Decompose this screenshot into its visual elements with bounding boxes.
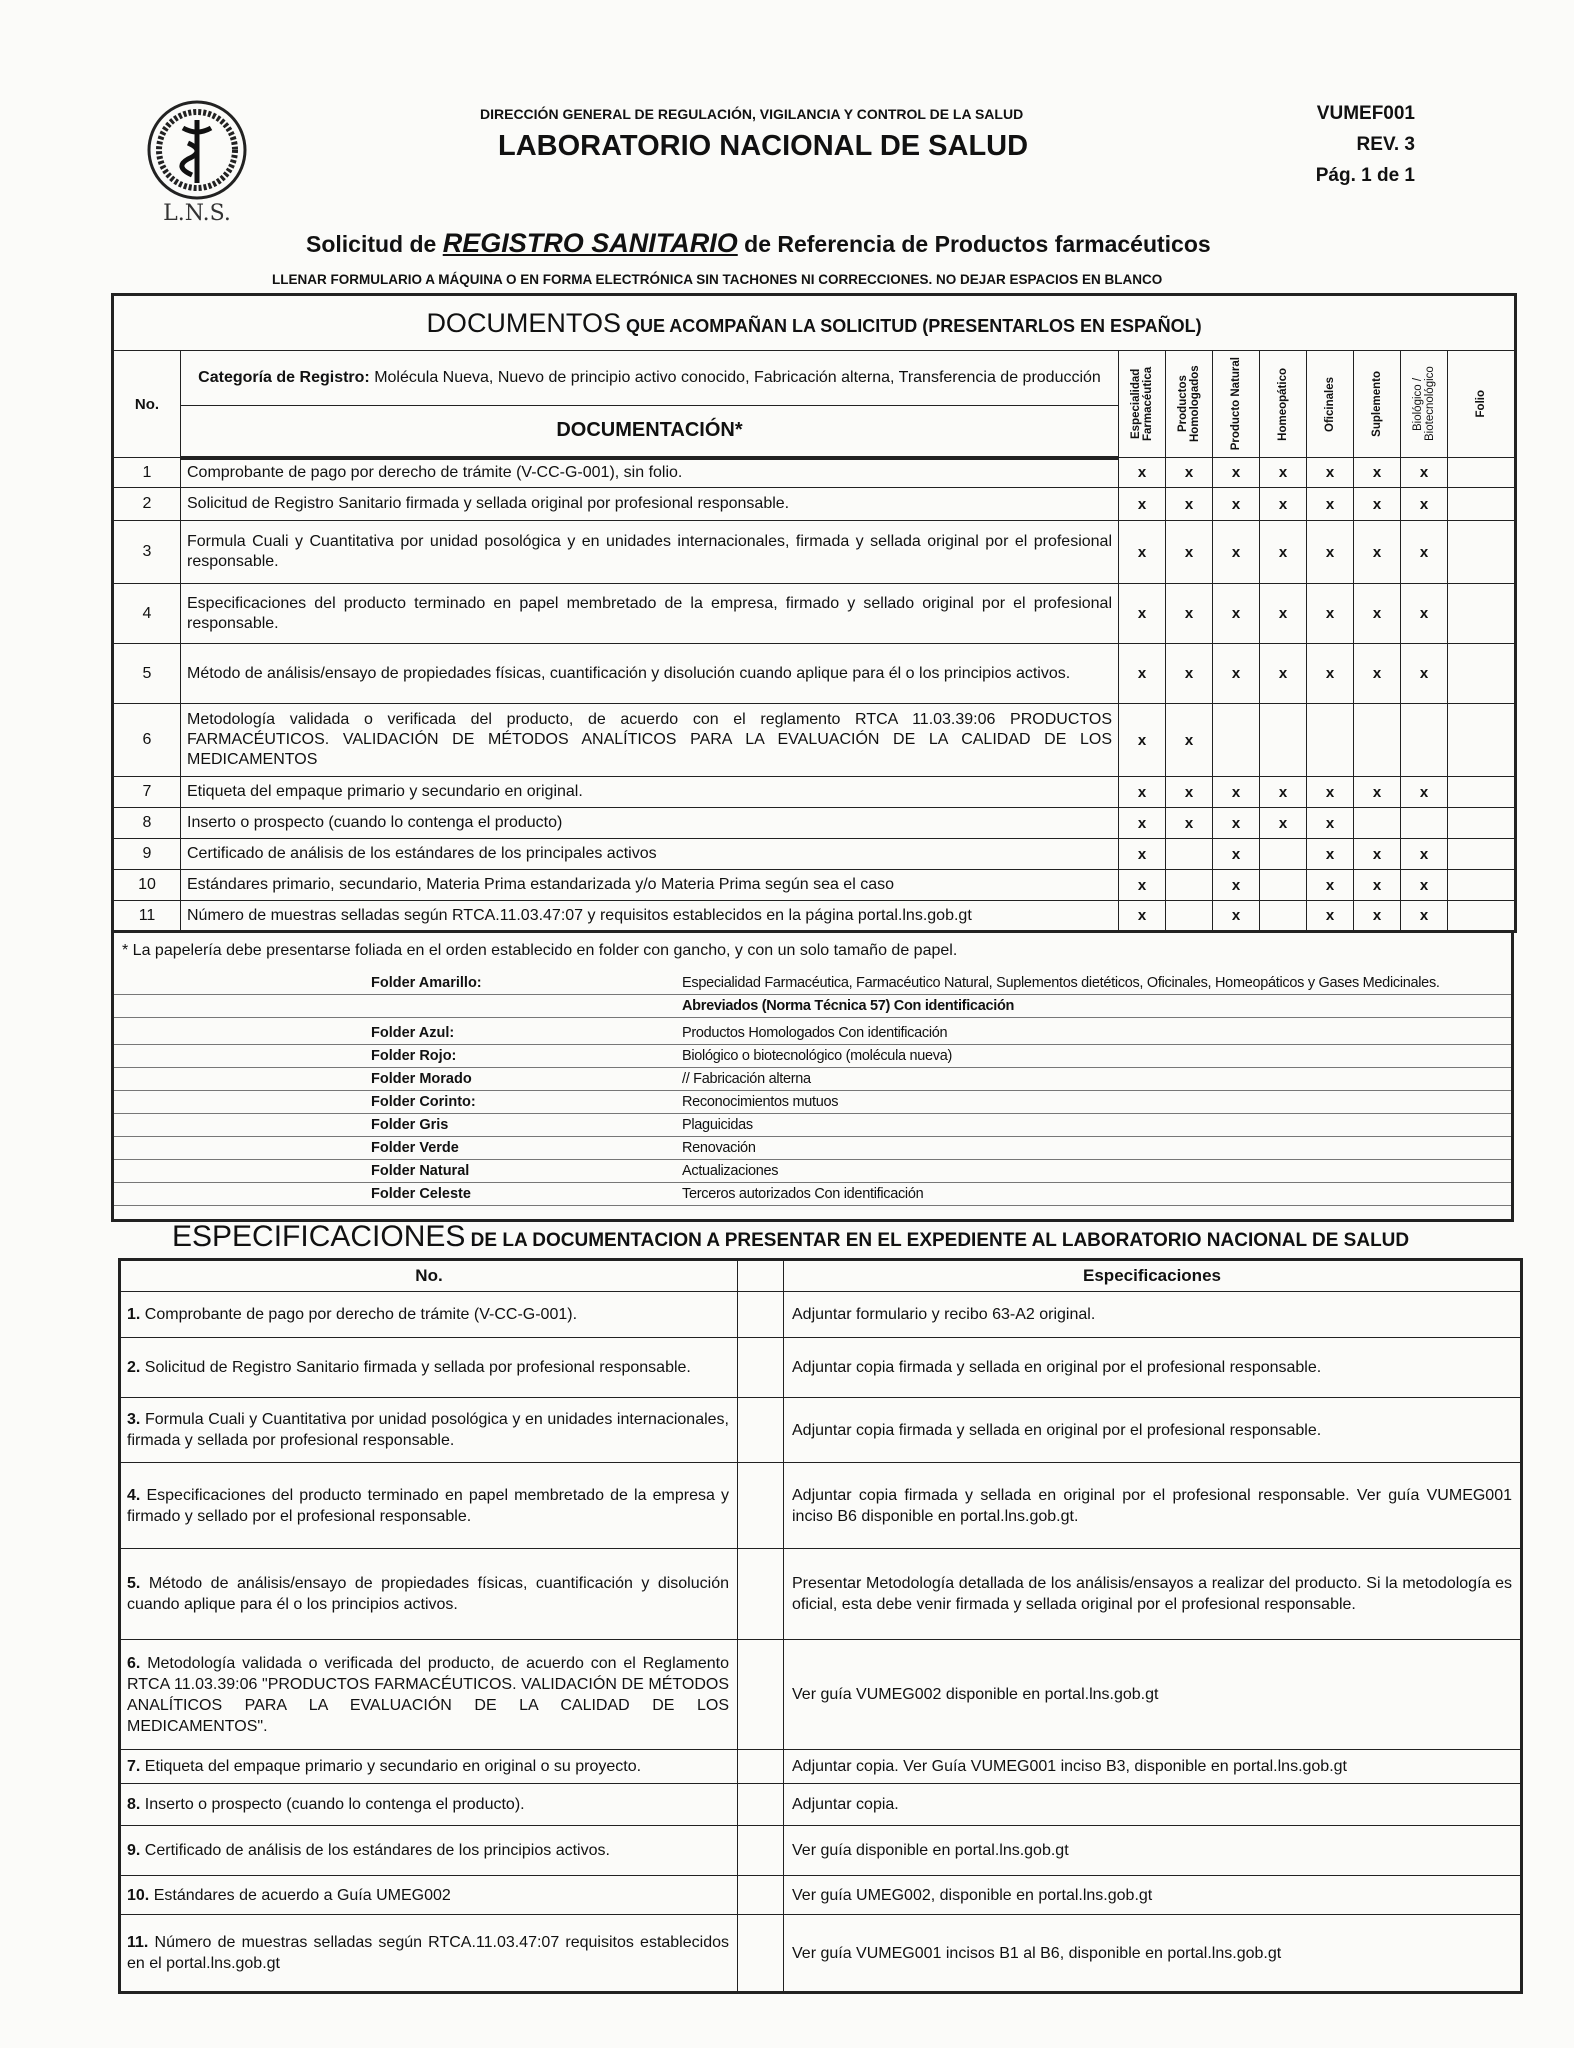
spec-document: Inserto o prospecto (cuando lo contenga el producto). [144, 1796, 525, 1813]
spec-number: 9. [127, 1842, 141, 1859]
spec-check-cell[interactable] [738, 1549, 784, 1640]
check-mark[interactable]: x [1354, 644, 1401, 704]
check-mark[interactable]: x [1213, 458, 1260, 488]
check-mark[interactable]: x [1401, 839, 1448, 870]
foliation-note: * La papelería debe presentarse foliada en el orden establecido en folder con gancho, y con un solo tamaño de papel. [122, 942, 958, 959]
check-mark[interactable]: x [1213, 584, 1260, 644]
check-mark[interactable]: x [1354, 488, 1401, 521]
spec-row [120, 1915, 1522, 1993]
check-mark[interactable]: x [1307, 777, 1354, 808]
spec-row [120, 1640, 1522, 1750]
spec-number: 6. [127, 1654, 141, 1672]
spec-check-cell[interactable] [738, 1826, 784, 1876]
spec-check-cell[interactable] [738, 1750, 784, 1784]
documents-title-big: DOCUMENTOS [426, 307, 621, 338]
folder-value: // Fabricación alterna [682, 1071, 811, 1087]
spec-document: Formula Cuali y Cuantitativa por unidad posológica y en unidades internacionales, firmada y sellada por profesional responsable. [127, 1411, 729, 1449]
check-mark[interactable]: x [1166, 488, 1213, 521]
instructions: LLENAR FORMULARIO A MÁQUINA O EN FORMA ELECTRÓNICA SIN TACHONES NI CORRECCIONES. NO DEJAR ESPACIOS EN BLANCO [272, 272, 1163, 287]
row-document: Metodología validada o verificada del producto, de acuerdo con el reglamento RTCA 11.03.39:06 PRODUCTOS FARMACÉUTICOS. VALIDACIÓN DE MÉTODOS ANALÍTICOS PARA LA EVALUACIÓN DE LA CALIDAD DE LOS MEDICAMENTOS [181, 704, 1119, 777]
spec-check-cell[interactable] [738, 1292, 784, 1338]
document-row [113, 644, 1516, 704]
check-mark[interactable] [1401, 808, 1448, 839]
col-homologados: Productos Homologados [1177, 365, 1201, 443]
spec-number: 7. [127, 1758, 141, 1775]
lab-name: LABORATORIO NACIONAL DE SALUD [498, 130, 1029, 162]
folder-label: Folder Celeste [371, 1186, 471, 1202]
spec-document: Metodología validada o verificada del producto, de acuerdo con el Reglamento RTCA 11.03.39:06 "PRODUCTOS FARMACÉUTICOS. VALIDACIÓN DE MÉTODOS ANALÍTICOS PARA LA EVALUACIÓN DE LA CALIDAD DE LOS MEDICAMENTOS". [127, 1654, 729, 1735]
check-mark[interactable] [1213, 704, 1260, 777]
row-document: Certificado de análisis de los estándares de los principales activos [181, 839, 1119, 870]
check-mark[interactable] [1166, 839, 1213, 870]
folder-value: Terceros autorizados Con identificación [682, 1186, 924, 1202]
spec-check-cell[interactable] [738, 1784, 784, 1826]
row-document: Etiqueta del empaque primario y secundario en original. [181, 777, 1119, 808]
check-mark[interactable] [1260, 839, 1307, 870]
documents-title [113, 295, 1516, 351]
document-row [113, 704, 1516, 777]
spec-requirement: Adjuntar copia firmada y sellada en original por el profesional responsable. [784, 1398, 1522, 1463]
folder-value: Plaguicidas [682, 1117, 753, 1133]
check-mark[interactable] [1260, 870, 1307, 901]
row-number: 4 [113, 584, 181, 644]
folio-cell[interactable] [1448, 644, 1516, 704]
check-mark[interactable]: x [1213, 808, 1260, 839]
check-mark[interactable]: x [1307, 808, 1354, 839]
check-mark[interactable]: x [1119, 488, 1166, 521]
check-mark[interactable]: x [1307, 901, 1354, 932]
document-row [113, 839, 1516, 870]
check-mark[interactable] [1307, 704, 1354, 777]
check-mark[interactable]: x [1401, 521, 1448, 584]
spec-item [120, 1640, 738, 1750]
check-mark[interactable]: x [1213, 644, 1260, 704]
check-mark[interactable]: x [1401, 777, 1448, 808]
spec-item [120, 1826, 738, 1876]
check-mark[interactable]: x [1401, 870, 1448, 901]
folder-label: Folder Azul: [371, 1025, 455, 1041]
check-mark[interactable]: x [1119, 644, 1166, 704]
document-row [113, 808, 1516, 839]
document-row [113, 521, 1516, 584]
spec-check-cell[interactable] [738, 1398, 784, 1463]
check-mark[interactable]: x [1213, 521, 1260, 584]
folder-row [114, 1068, 1511, 1091]
check-mark[interactable]: x [1166, 777, 1213, 808]
check-mark[interactable]: x [1166, 521, 1213, 584]
folder-label: Folder Natural [371, 1163, 470, 1179]
spec-item [120, 1549, 738, 1640]
col-suplemento: Suplemento [1371, 371, 1383, 437]
check-mark[interactable]: x [1119, 584, 1166, 644]
spec-number: 10. [127, 1886, 150, 1904]
folder-label: Folder Corinto: [371, 1094, 476, 1110]
check-mark[interactable]: x [1260, 644, 1307, 704]
spec-number: 8. [127, 1796, 141, 1813]
spec-item [120, 1338, 738, 1398]
document-row [113, 901, 1516, 932]
check-mark[interactable]: x [1213, 488, 1260, 521]
folder-row [114, 1137, 1511, 1160]
documents-table [111, 293, 1517, 933]
check-mark[interactable]: x [1307, 488, 1354, 521]
check-mark[interactable]: x [1166, 458, 1213, 488]
spec-row [120, 1784, 1522, 1826]
spec-requirement: Ver guía VUMEG001 incisos B1 al B6, disponible en portal.lns.gob.gt [784, 1915, 1522, 1993]
check-mark[interactable]: x [1260, 458, 1307, 488]
folio-cell[interactable] [1448, 458, 1516, 488]
spec-requirement: Ver guía UMEG002, disponible en portal.lns.gob.gt [784, 1876, 1522, 1915]
category [181, 351, 1119, 406]
check-mark[interactable]: x [1401, 901, 1448, 932]
row-document: Formula Cuali y Cuantitativa por unidad posológica y en unidades internacionales, firmada y sellada original por el profesional responsable. [181, 521, 1119, 584]
spec-number: 1. [127, 1306, 141, 1323]
folder-row [114, 1183, 1511, 1206]
spec-number: 2. [127, 1359, 141, 1376]
spec-col-no: No. [120, 1260, 738, 1292]
spec-title-big: ESPECIFICACIONES [172, 1220, 466, 1253]
check-mark[interactable]: x [1119, 704, 1166, 777]
spec-document: Certificado de análisis de los estándares de los principios activos. [144, 1842, 610, 1859]
check-mark[interactable]: x [1401, 458, 1448, 488]
spec-check-cell[interactable] [738, 1338, 784, 1398]
spec-document: Método de análisis/ensayo de propiedades físicas, cuantificación y disolución cuando aplique para él o los principios activos. [127, 1575, 729, 1613]
row-number: 9 [113, 839, 181, 870]
spec-item [120, 1750, 738, 1784]
col-natural: Producto Natural [1230, 357, 1242, 451]
spec-row [120, 1826, 1522, 1876]
check-mark[interactable]: x [1307, 870, 1354, 901]
check-mark[interactable] [1401, 704, 1448, 777]
check-mark[interactable]: x [1401, 488, 1448, 521]
folio-cell[interactable] [1448, 808, 1516, 839]
document-row [113, 584, 1516, 644]
spec-row [120, 1398, 1522, 1463]
check-mark[interactable]: x [1166, 644, 1213, 704]
lns-seal-logo [138, 98, 256, 223]
check-mark[interactable] [1260, 901, 1307, 932]
col-no: No. [113, 351, 181, 458]
document-row [113, 870, 1516, 901]
spec-check-cell[interactable] [738, 1915, 784, 1993]
check-mark[interactable]: x [1260, 521, 1307, 584]
check-mark[interactable] [1166, 870, 1213, 901]
spec-col-spec: Especificaciones [784, 1260, 1522, 1292]
document-row [113, 777, 1516, 808]
row-number: 1 [113, 458, 181, 488]
check-mark[interactable]: x [1401, 644, 1448, 704]
col-homeopatico: Homeopático [1277, 367, 1289, 441]
col-especialidad: Especialidad Farmacéutica [1130, 366, 1154, 442]
folio-cell[interactable] [1448, 488, 1516, 521]
folder-value: Abreviados (Norma Técnica 57) Con identificación [682, 998, 1015, 1014]
check-mark[interactable]: x [1307, 839, 1354, 870]
folder-label: Folder Gris [371, 1117, 449, 1133]
check-mark[interactable]: x [1354, 521, 1401, 584]
spec-requirement: Adjuntar copia firmada y sellada en original por el profesional responsable. [784, 1338, 1522, 1398]
spec-title-rest: DE LA DOCUMENTACION A PRESENTAR EN EL EXPEDIENTE AL LABORATORIO NACIONAL DE SALUD [465, 1230, 1410, 1251]
svg-text:L.N.S.: L.N.S. [163, 201, 231, 223]
folder-value: Reconocimientos mutuos [682, 1094, 839, 1110]
check-mark[interactable]: x [1166, 808, 1213, 839]
spec-title [172, 1220, 1409, 1254]
title-emphasis: REGISTRO SANITARIO [442, 228, 738, 258]
check-mark[interactable]: x [1260, 488, 1307, 521]
folio-cell[interactable] [1448, 901, 1516, 932]
spec-number: 4. [127, 1486, 141, 1504]
check-mark[interactable]: x [1260, 777, 1307, 808]
check-mark[interactable]: x [1213, 870, 1260, 901]
category-label: Categoría de Registro: [198, 369, 370, 386]
spec-check-cell[interactable] [738, 1876, 784, 1915]
check-mark[interactable]: x [1119, 777, 1166, 808]
folder-value: Renovación [682, 1140, 756, 1156]
check-mark[interactable]: x [1260, 808, 1307, 839]
spec-number: 5. [127, 1575, 141, 1592]
folder-value: Especialidad Farmacéutica, Farmacéutico Natural, Suplementos dietéticos, Oficinales, Homeopáticos y Gases Medicinales. [682, 975, 1440, 991]
check-mark[interactable]: x [1354, 901, 1401, 932]
spec-requirement: Adjuntar formulario y recibo 63-A2 original. [784, 1292, 1522, 1338]
check-mark[interactable]: x [1213, 901, 1260, 932]
row-document: Inserto o prospecto (cuando lo contenga el producto) [181, 808, 1119, 839]
folio-cell[interactable] [1448, 870, 1516, 901]
spec-item [120, 1784, 738, 1826]
form-title [306, 228, 1211, 259]
folder-notes [111, 932, 1514, 1222]
spec-row [120, 1549, 1522, 1640]
spec-row [120, 1750, 1522, 1784]
folder-row [114, 1022, 1511, 1045]
spec-row [120, 1463, 1522, 1549]
folder-row [114, 1091, 1511, 1114]
row-number: 2 [113, 488, 181, 521]
row-number: 6 [113, 704, 181, 777]
spec-item [120, 1398, 738, 1463]
page-number: Pág. 1 de 1 [1315, 165, 1415, 186]
check-mark[interactable]: x [1213, 839, 1260, 870]
check-mark[interactable]: x [1401, 584, 1448, 644]
check-mark[interactable]: x [1354, 839, 1401, 870]
folder-label: Folder Verde [371, 1140, 459, 1156]
check-mark[interactable]: x [1307, 458, 1354, 488]
check-mark[interactable] [1166, 901, 1213, 932]
folder-label: Folder Morado [371, 1071, 472, 1087]
check-mark[interactable]: x [1307, 521, 1354, 584]
check-mark[interactable] [1260, 704, 1307, 777]
spec-document: Estándares de acuerdo a Guía UMEG002 [153, 1886, 451, 1904]
folder-row [114, 1114, 1511, 1137]
check-mark[interactable]: x [1354, 458, 1401, 488]
document-code [1300, 98, 1415, 191]
category-value: Molécula Nueva, Nuevo de principio activo conocido, Fabricación alterna, Transferencia de producción [369, 369, 1101, 386]
folder-label: Folder Amarillo: [371, 975, 482, 991]
folio-cell[interactable] [1448, 777, 1516, 808]
folder-row [114, 995, 1511, 1018]
spec-number: 11. [127, 1934, 149, 1951]
row-number: 7 [113, 777, 181, 808]
row-document: Número de muestras selladas según RTCA.11.03.47:07 y requisitos establecidos en la página portal.lns.gob.gt [181, 901, 1119, 932]
spec-number: 3. [127, 1411, 141, 1428]
spec-document: Comprobante de pago por derecho de trámite (V-CC-G-001). [144, 1306, 578, 1323]
spec-requirement: Ver guía disponible en portal.lns.gob.gt [784, 1826, 1522, 1876]
form-code: VUMEF001 [1316, 103, 1415, 124]
row-number: 11 [113, 901, 181, 932]
folder-row [114, 972, 1511, 995]
spec-requirement: Adjuntar copia firmada y sellada en original por el profesional responsable. Ver guía VUMEG001 inciso B6 disponible en portal.lns.gob.gt. [784, 1463, 1522, 1549]
spec-row [120, 1292, 1522, 1338]
title-post: de Referencia de Productos farmacéuticos [737, 231, 1211, 257]
check-mark[interactable]: x [1213, 777, 1260, 808]
spec-item [120, 1292, 738, 1338]
col-biologico: Biológico / Biotecnológico [1412, 366, 1436, 442]
specifications-table [118, 1258, 1523, 1994]
check-mark[interactable]: x [1119, 901, 1166, 932]
row-document: Método de análisis/ensayo de propiedades físicas, cuantificación y disolución cuando aplique para él o los principios activos. [181, 644, 1119, 704]
folder-label: Folder Rojo: [371, 1048, 457, 1064]
check-mark[interactable]: x [1354, 870, 1401, 901]
folder-value: Biológico o biotecnológico (molécula nueva) [682, 1048, 953, 1064]
documentation-heading: DOCUMENTACIÓN* [181, 406, 1119, 458]
spec-document: Número de muestras selladas según RTCA.11.03.47:07 requisitos establecidos en el portal.lns.gob.gt [127, 1934, 729, 1972]
spec-row [120, 1338, 1522, 1398]
check-mark[interactable]: x [1119, 839, 1166, 870]
col-oficinales: Oficinales [1324, 376, 1336, 432]
folio-cell[interactable] [1448, 704, 1516, 777]
document-row [113, 458, 1516, 488]
folder-value: Productos Homologados Con identificación [682, 1025, 948, 1041]
col-folio: Folio [1475, 390, 1488, 418]
check-mark[interactable]: x [1354, 777, 1401, 808]
documents-title-rest: QUE ACOMPAÑAN LA SOLICITUD (PRESENTARLOS EN ESPAÑOL) [620, 315, 1202, 336]
folio-cell[interactable] [1448, 839, 1516, 870]
row-document: Comprobante de pago por derecho de trámite (V-CC-G-001), sin folio. [181, 458, 1119, 488]
check-mark[interactable]: x [1166, 704, 1213, 777]
spec-document: Etiqueta del empaque primario y secundario en original o su proyecto. [144, 1758, 642, 1775]
spec-item [120, 1915, 738, 1993]
spec-item [120, 1463, 738, 1549]
row-document: Solicitud de Registro Sanitario firmada y sellada original por profesional responsable. [181, 488, 1119, 521]
check-mark[interactable]: x [1354, 584, 1401, 644]
spec-document: Solicitud de Registro Sanitario firmada y sellada por profesional responsable. [144, 1359, 691, 1376]
row-number: 8 [113, 808, 181, 839]
check-mark[interactable]: x [1307, 644, 1354, 704]
check-mark[interactable]: x [1307, 584, 1354, 644]
folio-cell[interactable] [1448, 521, 1516, 584]
spec-requirement: Adjuntar copia. Ver Guía VUMEG001 inciso B3, disponible en portal.lns.gob.gt [784, 1750, 1522, 1784]
row-document: Estándares primario, secundario, Materia Prima estandarizada y/o Materia Prima según sea el caso [181, 870, 1119, 901]
check-mark[interactable] [1354, 808, 1401, 839]
check-mark[interactable]: x [1119, 521, 1166, 584]
spec-row [120, 1876, 1522, 1915]
spec-requirement: Presentar Metodología detallada de los análisis/ensayos a realizar del producto. Si la metodología es oficial, esta debe venir firmada y sellada original por el profesional responsable. [784, 1549, 1522, 1640]
spec-item [120, 1876, 738, 1915]
direction-name: DIRECCIÓN GENERAL DE REGULACIÓN, VIGILANCIA Y CONTROL DE LA SALUD [480, 106, 1024, 122]
row-document: Especificaciones del producto terminado en papel membretado de la empresa, firmado y sellado original por el profesional responsable. [181, 584, 1119, 644]
revision: REV. 3 [1356, 134, 1415, 155]
spec-document: Especificaciones del producto terminado en papel membretado de la empresa y firmado y sellado por el profesional responsable. [127, 1486, 730, 1525]
folder-row [114, 1160, 1511, 1183]
check-mark[interactable] [1354, 704, 1401, 777]
check-mark[interactable]: x [1119, 808, 1166, 839]
spec-requirement: Ver guía VUMEG002 disponible en portal.lns.gob.gt [784, 1640, 1522, 1750]
spec-requirement: Adjuntar copia. [784, 1784, 1522, 1826]
check-mark[interactable]: x [1119, 458, 1166, 488]
check-mark[interactable]: x [1166, 584, 1213, 644]
folio-cell[interactable] [1448, 584, 1516, 644]
folder-value: Actualizaciones [682, 1163, 779, 1179]
row-number: 10 [113, 870, 181, 901]
spec-check-cell[interactable] [738, 1640, 784, 1750]
check-mark[interactable]: x [1260, 584, 1307, 644]
check-mark[interactable]: x [1119, 870, 1166, 901]
title-pre: Solicitud de [306, 231, 443, 257]
row-number: 5 [113, 644, 181, 704]
spec-check-cell[interactable] [738, 1463, 784, 1549]
folder-row [114, 1045, 1511, 1068]
row-number: 3 [113, 521, 181, 584]
document-row [113, 488, 1516, 521]
